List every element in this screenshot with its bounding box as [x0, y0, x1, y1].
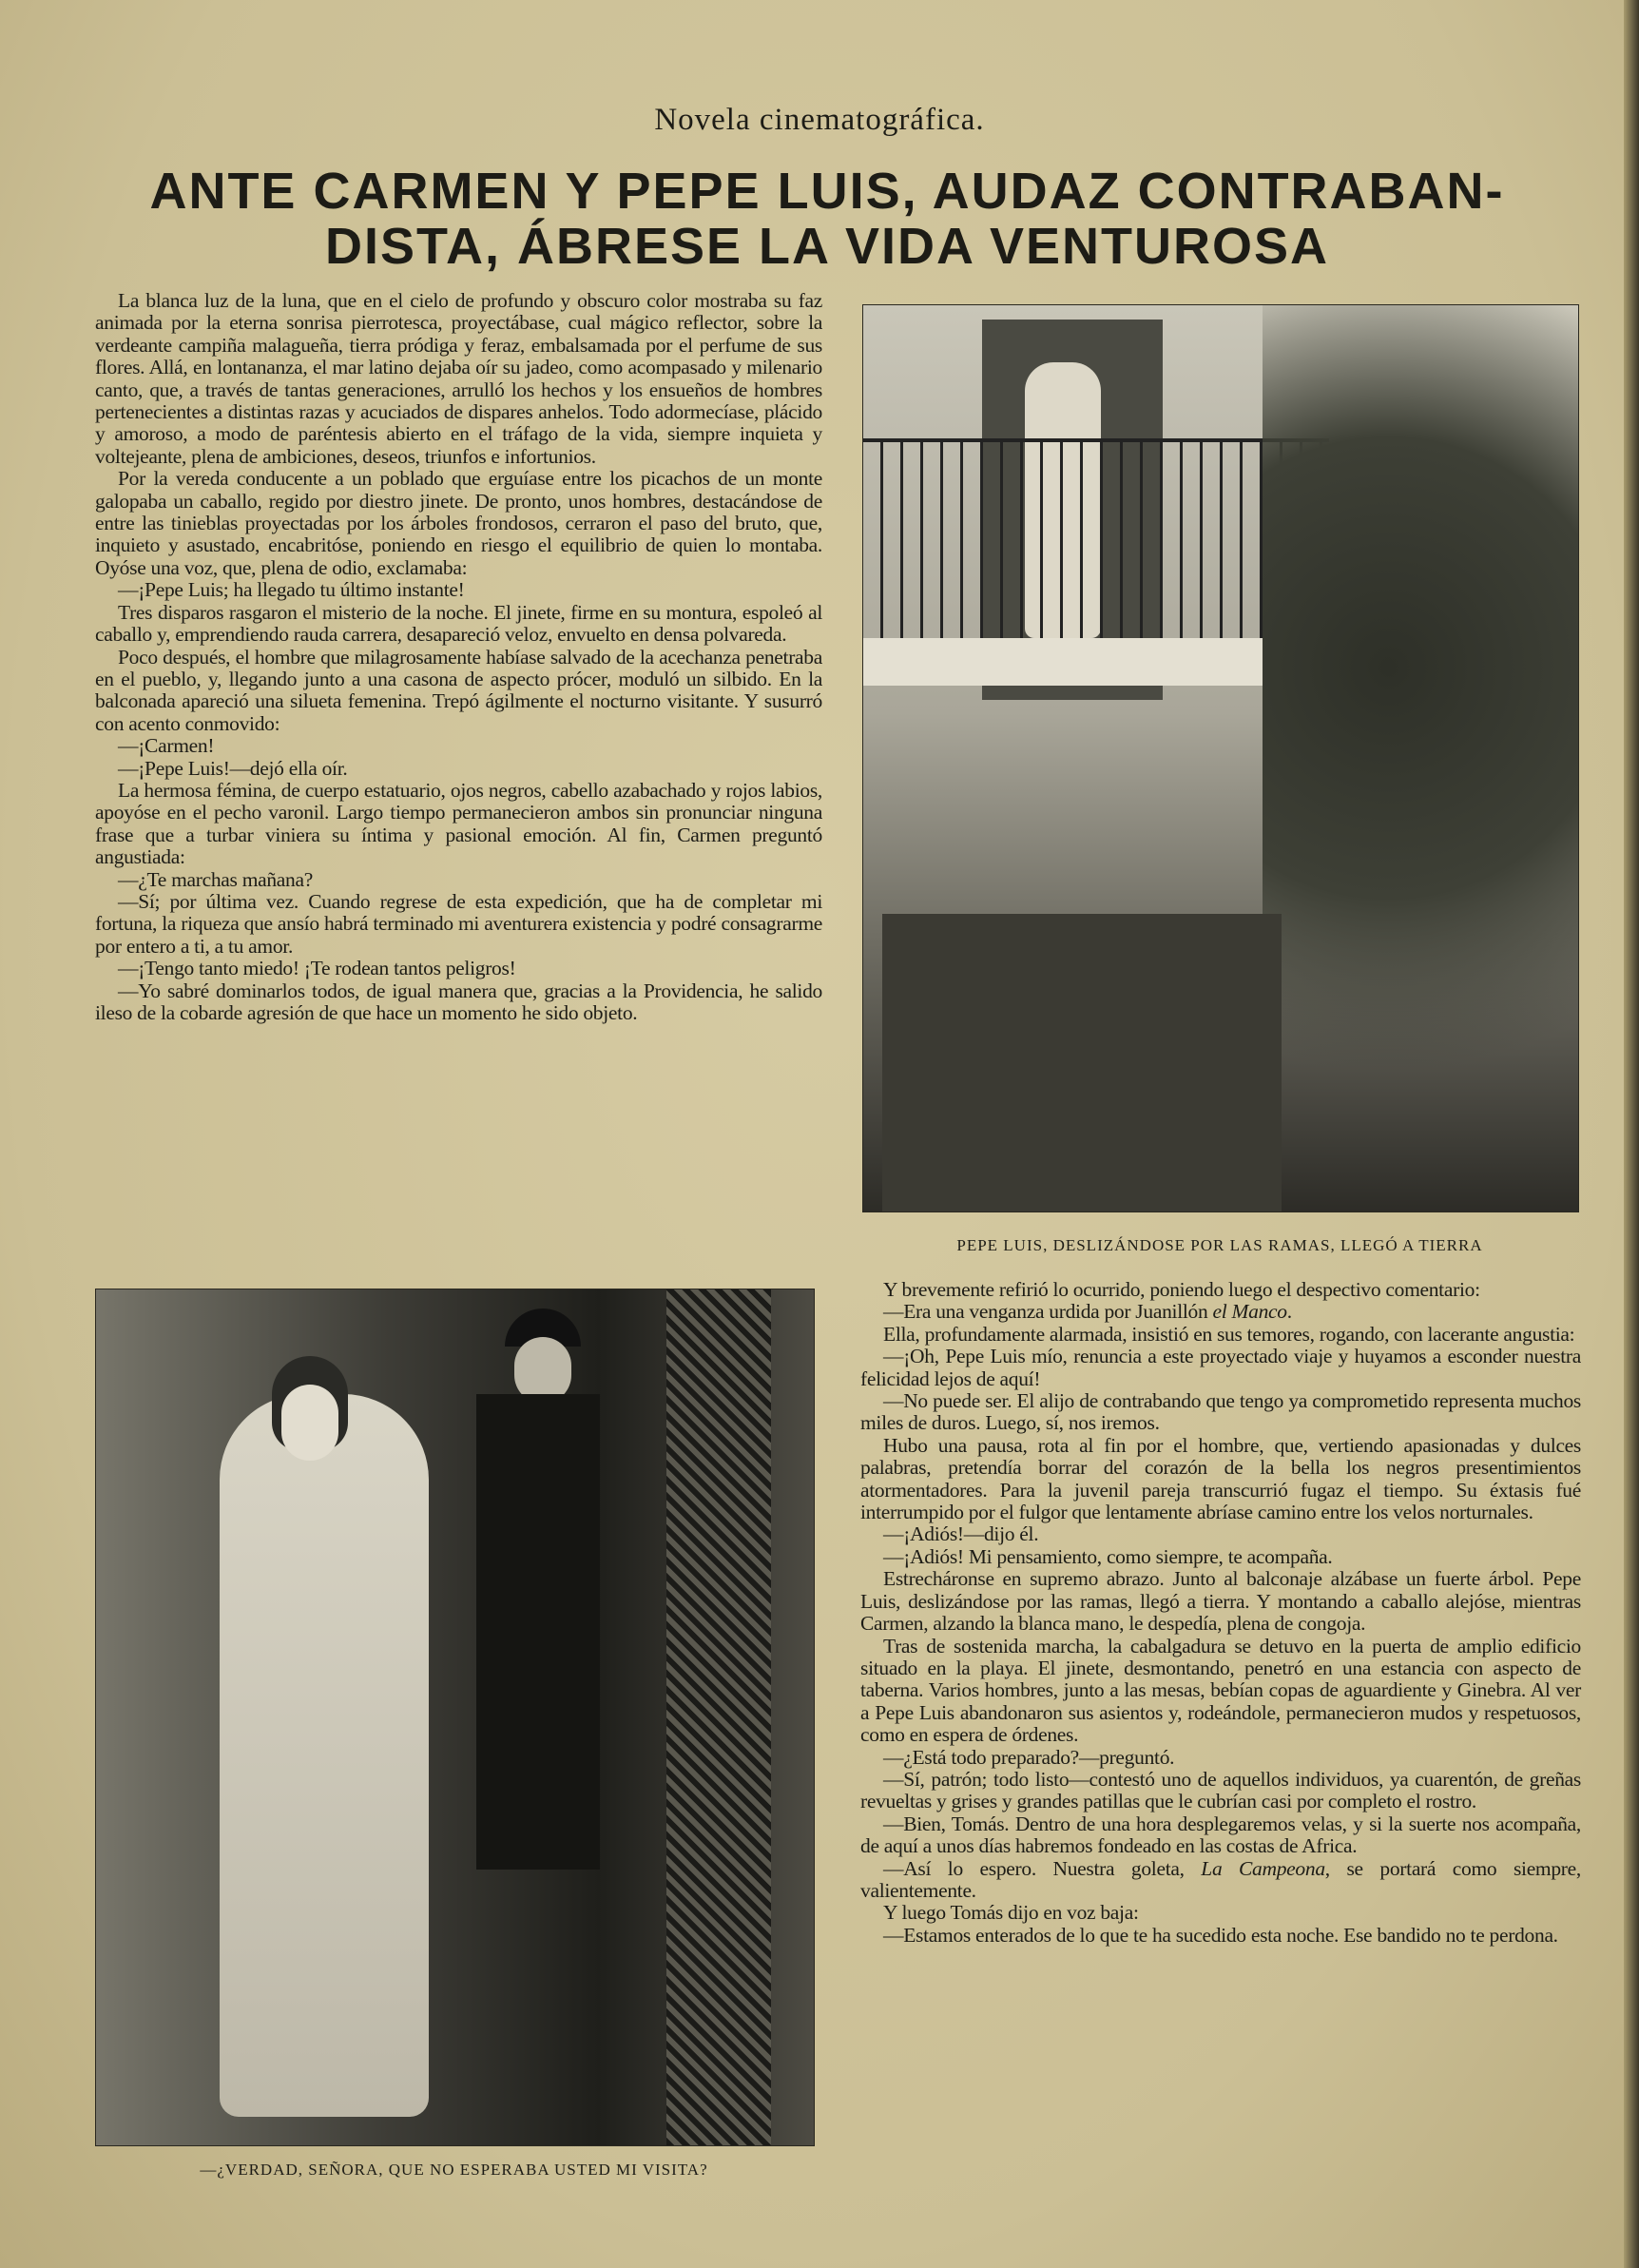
left-text-column — [95, 290, 822, 1024]
paragraph-text: —¡Carmen! — [118, 734, 215, 758]
paragraph-text: —No puede ser. El alijo de contrabando que tengo ya comprometido representa muchos miles de duros. Luego, sí, nos iremos. — [860, 1389, 1581, 1435]
paragraph — [860, 1902, 1581, 1924]
paragraph-text: —¿Está todo preparado?—preguntó. — [883, 1745, 1175, 1769]
paragraph-text: Estrecháronse en supremo abrazo. Junto al balconaje alzábase un fuerte árbol. Pepe Luis, deslizándose por las ramas, llegó a tierra. Y montando a caballo alejóse, mientras Carmen, alzando la blanca mano, le despedía, plena de congoja. — [860, 1567, 1581, 1636]
paragraph-text: Por la vereda conducente a un poblado que erguíase entre los picachos de un monte galopaba un caballo, regido por diestro jinete. De pronto, unos hombres, destacándose de entre las tinieblas proyectadas por los árboles frondosos, cerraron el paso del bruto, que, inquieto y asustado, encabritóse, poniendo en riesgo el equilibrio de quien lo montaba. Oyóse una voz, que, plena de odio, exclamaba: — [95, 467, 822, 579]
paragraph-text: —¡Adiós! Mi pensamiento, como siempre, te acompaña. — [883, 1544, 1333, 1568]
paragraph-text: —Yo sabré dominarlos todos, de igual manera que, gracias a la Providencia, he salido ileso de la cobarde agresión de que hace un momento he sido objeto. — [95, 979, 822, 1024]
paragraph — [95, 869, 822, 891]
paragraph-text: Ella, profundamente alarmada, insistió en sus temores, rogando, con lacerante angustia: — [883, 1322, 1575, 1346]
paragraph — [95, 647, 822, 736]
title-line-1: ANTE CARMEN Y PEPE LUIS, AUDAZ CONTRABAN- — [149, 163, 1505, 220]
photo-balcony-scene — [862, 304, 1579, 1212]
caption-gate: —¿VERDAD, SEÑORA, QUE NO ESPERABA USTED MI VISITA? — [200, 2161, 708, 2179]
paragraph-text: La blanca luz de la luna, que en el cielo de profundo y obscuro color mostraba su faz animada por la eterna sonrisa pierrotesca, proyectábase, cual mágico reflector, sobre la verdeante campiña malagueña, tierra pródiga y feraz, embalsamada por el perfume de sus flores. Allá, en lontananza, el mar latino dejaba oír su jadeo, como acompasado y milenario canto, que, a través de tantas generaciones, arrulló los hechos y los ensueños de hombres pertenecientes a distintas razas y acuciados de dispares anhelos. Todo adormecíase, plácido y amoroso, a modo de paréntesis abierto en el tráfago de la vida, siempre inquieta y voltejeante, plena de ambiciones, deseos, triunfos e infortunios. — [95, 289, 822, 468]
page-edge — [1624, 0, 1639, 2268]
paragraph — [860, 1435, 1581, 1524]
paragraph-text: —Sí, patrón; todo listo—contestó uno de aquellos individuos, ya cuarentón, de greñas revueltas y grises y grandes patillas que le cubrían casi por completo el rostro. — [860, 1767, 1581, 1813]
paragraph — [95, 290, 822, 468]
caption-balcony: PEPE LUIS, DESLIZÁNDOSE POR LAS RAMAS, LLEGÓ A TIERRA — [956, 1236, 1483, 1254]
paragraph-text: —¿Te marchas mañana? — [118, 867, 313, 891]
paragraph — [860, 1301, 1581, 1323]
paragraph — [860, 1279, 1581, 1301]
paragraph-text: . — [1286, 1300, 1292, 1324]
paragraph-text: —¡Adiós!—dijo él. — [883, 1522, 1039, 1546]
paragraph-text: —¡Tengo tanto miedo! ¡Te rodean tantos peligros! — [118, 957, 516, 980]
paragraph — [95, 980, 822, 1025]
paragraph — [95, 735, 822, 757]
paragraph-text: —Bien, Tomás. Dentro de una hora desplegaremos velas, y si la suerte nos acompaña, de aquí a unos días habremos fondeado en las costas de Africa. — [860, 1812, 1581, 1858]
paragraph — [860, 1523, 1581, 1545]
italic-title: el Manco — [1212, 1300, 1287, 1324]
paragraph — [860, 1546, 1581, 1568]
paragraph — [860, 1813, 1581, 1858]
paragraph-text: La hermosa fémina, de cuerpo estatuario, ojos negros, cabello azabachado y rojos labios, apoyóse en el pecho varonil. Largo tiempo permanecieron ambos sin pronunciar ninguna frase que a turbar viniera su íntima y pasional emoción. Al fin, Carmen preguntó angustiada: — [95, 778, 822, 869]
paragraph-text: Hubo una pausa, rota al fin por el hombre, que, vertiendo apasionadas y dulces palabras, pretendía borrar del corazón de la bella los negros presentimientos atormentadores. Para la juvenil pareja transcurrió fugaz el tiempo. Su éxtasis fué interrumpido por el fulgor que lentamente abríase camino entre los velos norturnales. — [860, 1433, 1581, 1524]
paragraph — [95, 891, 822, 958]
italic-title: La Campeona — [1201, 1856, 1325, 1880]
paragraph — [95, 602, 822, 647]
paragraph-text: —Sí; por última vez. Cuando regrese de esta expedición, que ha de completar mi fortuna, la riqueza que ansío habrá terminado mi aventurera existencia y podré consagrarme por entero a ti, a tu amor. — [95, 889, 822, 958]
right-text-column — [860, 1279, 1581, 1947]
paragraph-text: —Era una venganza urdida por Juanillón — [883, 1300, 1213, 1324]
paragraph-text: Tres disparos rasgaron el misterio de la noche. El jinete, firme en su montura, espoleó al caballo y, emprendiendo rauda carrera, desapareció veloz, envuelto en densa polvareda. — [95, 600, 822, 647]
paragraph-text: Tras de sostenida marcha, la cabalgadura se detuvo en la puerta de amplio edificio situado en la playa. El jinete, desmontando, penetró en una estancia con aspecto de taberna. Varios hombres, junto a las mesas, bebían copas de aguardiente y Ginebra. Al ver a Pepe Luis abandonaron sus asientos y, rodeándole, permanecieron mudos y respetuosos, como en espera de órdenes. — [860, 1634, 1581, 1747]
paragraph — [860, 1858, 1581, 1903]
paragraph — [860, 1769, 1581, 1813]
paragraph — [860, 1925, 1581, 1947]
paragraph — [860, 1346, 1581, 1390]
paragraph — [95, 468, 822, 579]
paragraph — [95, 758, 822, 780]
paragraph-text: —¡Pepe Luis; ha llegado tu último instante! — [118, 578, 465, 602]
section-kicker: Novela cinematográfica. — [654, 103, 985, 137]
paragraph-text: —Estamos enterados de lo que te ha sucedido esta noche. Ese bandido no te perdona. — [883, 1923, 1558, 1947]
article-title — [76, 164, 1578, 274]
paragraph — [860, 1324, 1581, 1346]
paragraph-text: Poco después, el hombre que milagrosamente habíase salvado de la acechanza penetraba en el pueblo, y, llegando junto a una casona de aspecto prócer, moduló un silbido. En la balconada apareció una silueta femenina. Trepó ágilmente el nocturno visitante. Y susurró con acento conmovido: — [95, 645, 822, 735]
paragraph — [860, 1636, 1581, 1747]
title-line-2: DISTA, ÁBRESE LA VIDA VENTUROSA — [324, 218, 1330, 275]
paragraph — [95, 780, 822, 869]
paragraph — [860, 1747, 1581, 1769]
paragraph-text: Y luego Tomás dijo en voz baja: — [883, 1901, 1139, 1925]
paragraph — [860, 1568, 1581, 1635]
paragraph — [95, 958, 822, 979]
photo-gate-scene — [95, 1289, 815, 2146]
paragraph-text: —¡Pepe Luis!—dejó ella oír. — [118, 756, 348, 780]
paragraph-text: —Así lo espero. Nuestra goleta, — [883, 1856, 1202, 1880]
paragraph-text: —¡Oh, Pepe Luis mío, renuncia a este proyectado viaje y huyamos a esconder nuestra felicidad lejos de aquí! — [860, 1345, 1581, 1390]
paragraph-text: Y brevemente refirió lo ocurrido, poniendo luego el despectivo comentario: — [883, 1278, 1480, 1301]
paragraph — [860, 1390, 1581, 1435]
paragraph-text: , se portará como siempre, valientemente. — [860, 1856, 1581, 1902]
paragraph — [95, 579, 822, 601]
